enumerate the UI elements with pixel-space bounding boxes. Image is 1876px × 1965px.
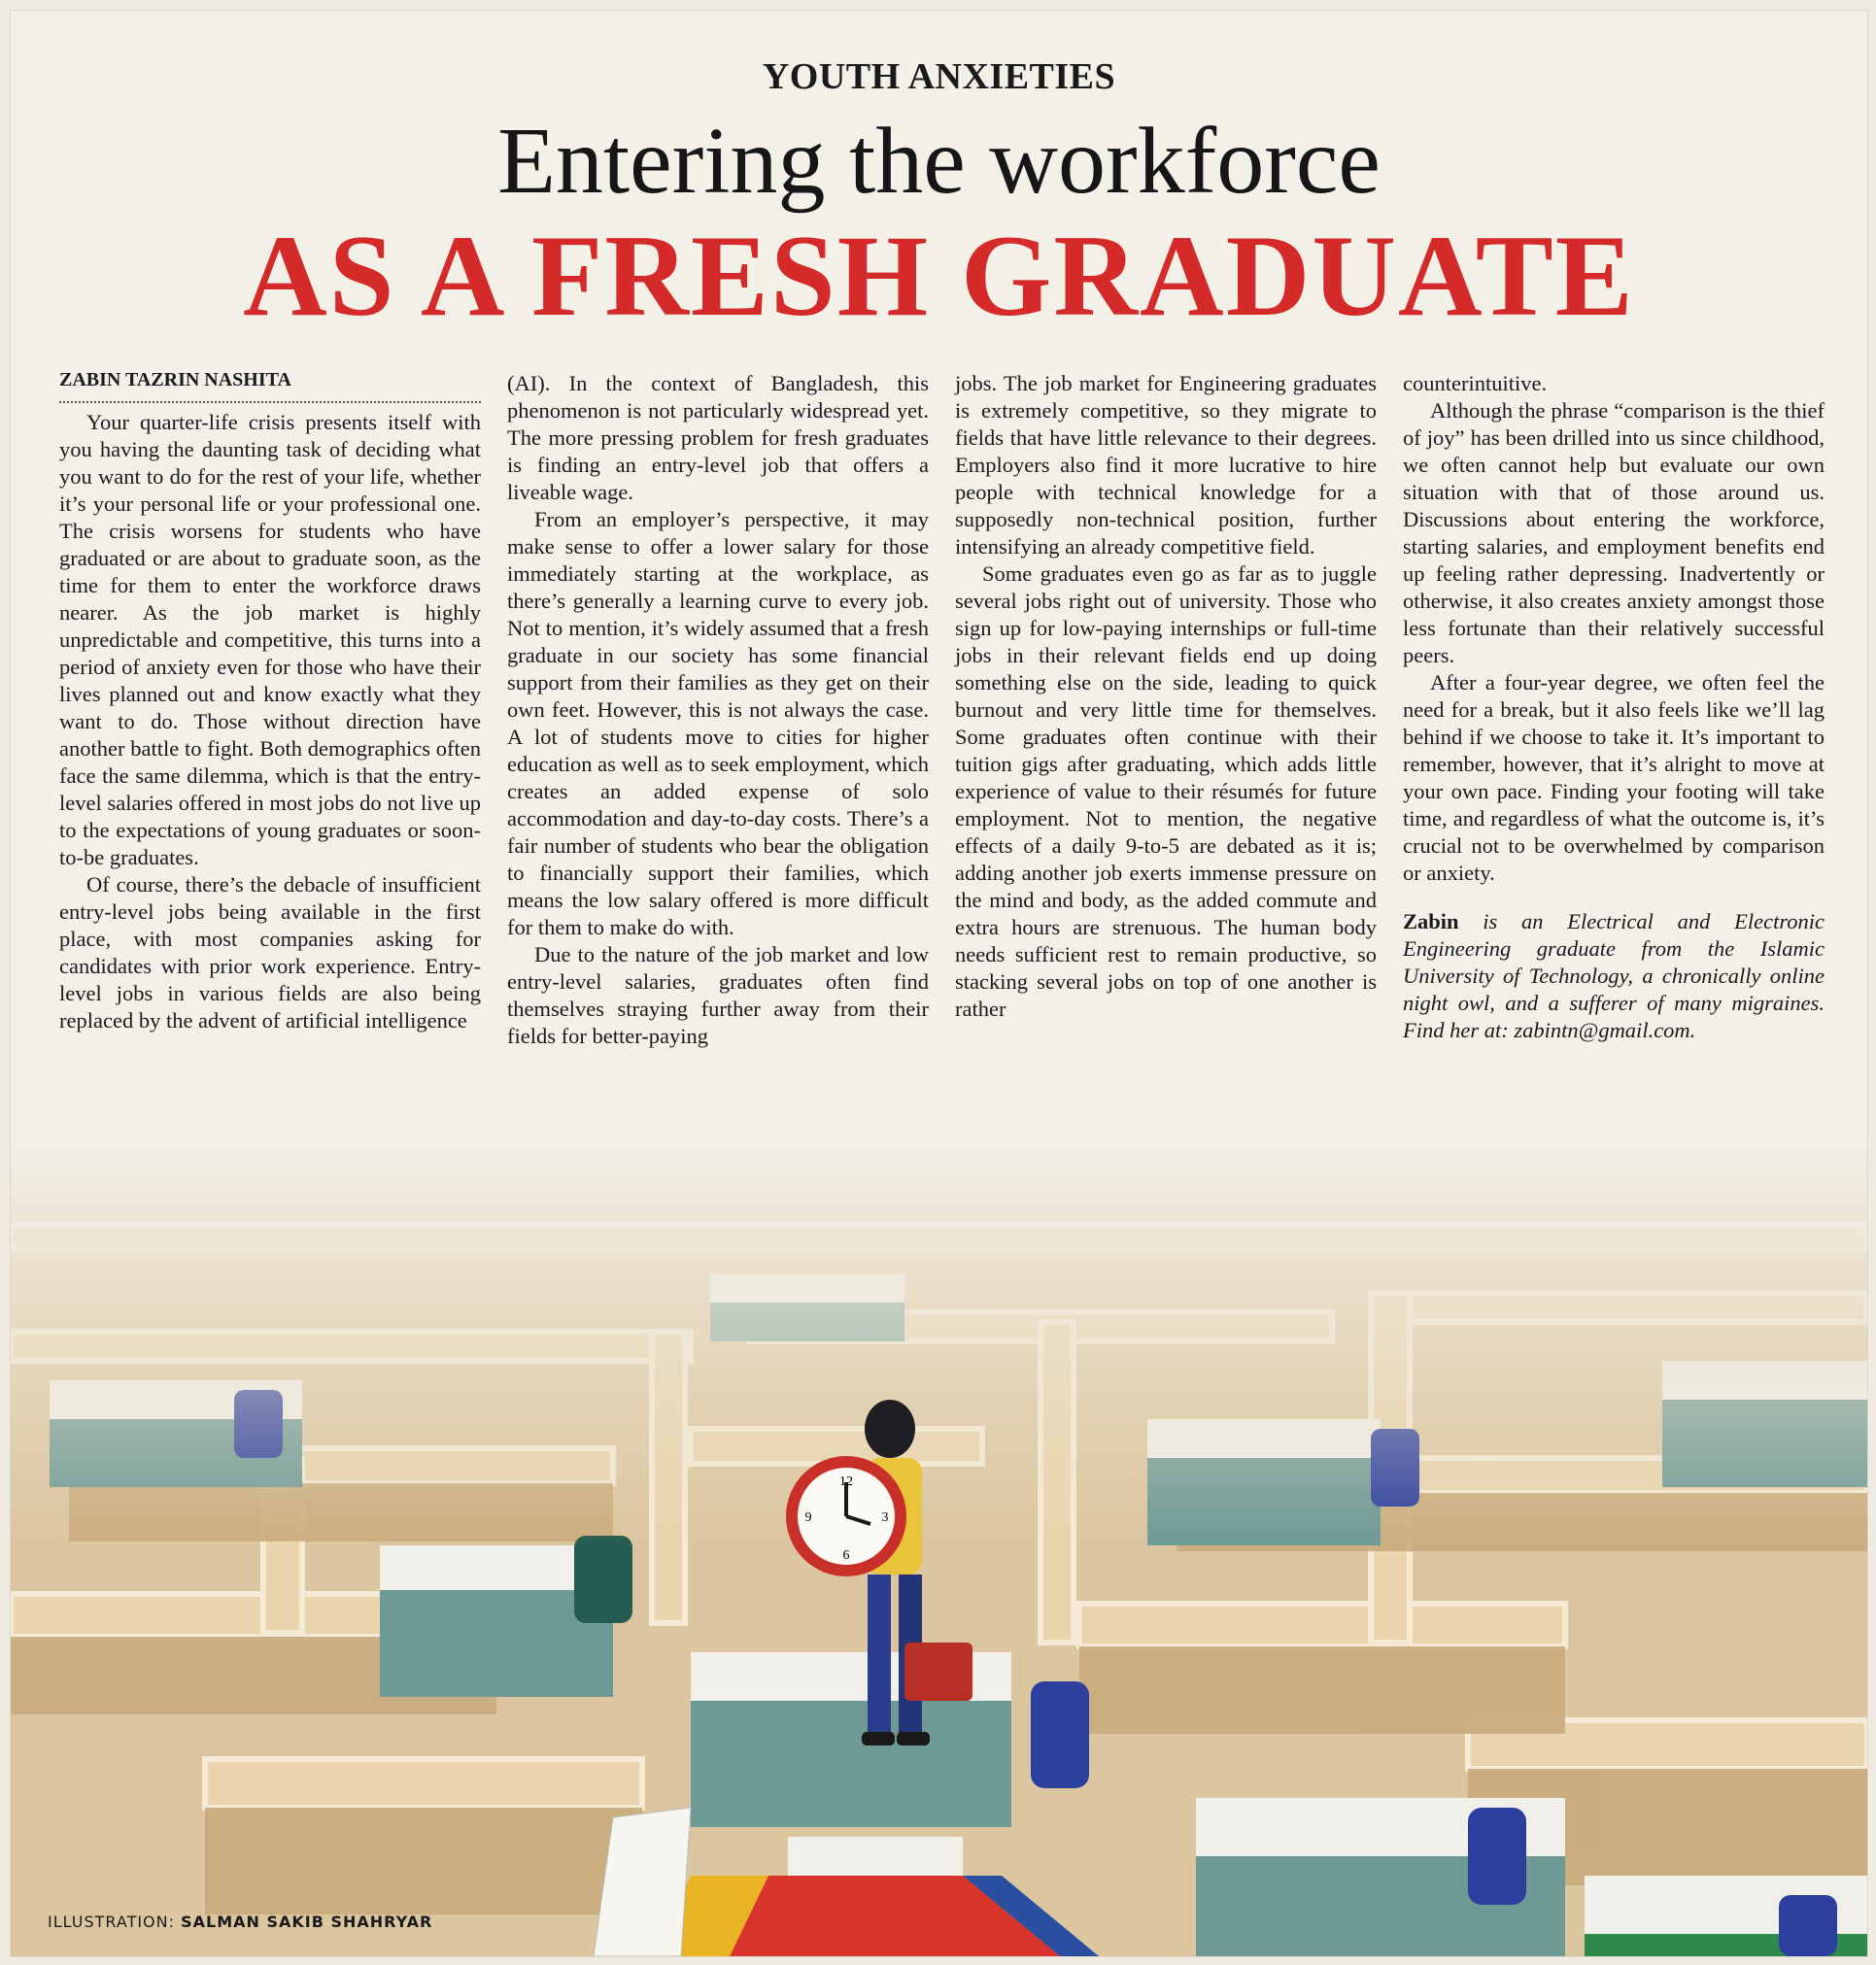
paragraph: jobs. The job market for Engineering graduates is extremely competitive, so they migrate to fields that have little relevance to their degrees. Employers also find it more lucrative to hire people with technical knowledge for a supposedly non-technical position, further intensifying an already competitive field. [955,371,1377,559]
clock-number-3: 3 [881,1510,889,1525]
paragraph: Of course, there’s the debacle of insufficient entry-level jobs being available in the first place, with most companies asking for candidates with prior work experience. Entry-level jobs in various fields are also being replaced by the advent of artificial intelligence [59,872,481,1033]
paragraph: After a four-year degree, we often feel the need for a break, but it also feels like we’ll lag behind if we choose to take it. It’s important to remember, however, that it’s alright to move at your own pace. Finding your footing will take time, and regardless of what the outcome is, it’s crucial not to be overwhelmed by comparison or anxiety. [1403,670,1825,885]
clock-number-6: 6 [842,1548,850,1563]
office-maze-illustration [11,1137,1867,1956]
paragraph: Due to the nature of the job market and low entry-level salaries, graduates often find themselves straying further away from their fields for better-paying [507,942,929,1048]
newspaper-page [10,10,1868,1957]
byline: ZABIN TAZRIN NASHITA [59,369,481,403]
credit-name: SALMAN SAKIB SHAHRYAR [181,1913,433,1931]
article-column-2 [507,370,929,1050]
paragraph: Your quarter-life crisis presents itself with you having the daunting task of deciding what you want to do for the rest of your life, whether it’s your personal life or your professional one. The crisis worsens for students who have graduated or are about to graduate soon, as the time for them to enter the workforce draws nearer. As the job market is highly unpredictable and competitive, this turns into a period of anxiety even for those who have their lives planned out and know exactly what they want to do. Those without direction have another battle to fight. Both demographics often face the same dilemma, which is that the entry-level salaries offered in most jobs do not live up to the expectations of young graduates or soon-to-be graduates. [59,410,481,869]
paragraph: From an employer’s perspective, it may make sense to offer a lower salary for those immediately starting at the workplace, as there’s generally a learning curve to every job. Not to mention, it’s widely assumed that a fresh graduate in our society has some financial support from their families as they get on their own feet. However, this is not always the case. A lot of students move to cities for higher education as well as to seek employment, which creates an added expense of solo accommodation and day-to-day costs. There’s a fair number of students who bear the obligation to financially support their families, which means the low salary offered is more difficult for them to make do with. [507,507,929,939]
section-kicker: YOUTH ANXIETIES [762,56,1116,97]
paragraph: (AI). In the context of Bangladesh, this phenomenon is not particularly widespread yet. The more pressing problem for fresh graduates is finding an entry-level job that offers a liveable wage. [507,371,929,504]
article-column-1 [59,409,481,1034]
paragraph: Although the phrase “comparison is the thief of joy” has been drilled into us since childhood, we often cannot help but evaluate our own situation with that of those around us. Discussions about entering the workforce, starting salaries, and employment benefits end up feeling rather depressing. Inadvertently or otherwise, it also creates anxiety amongst those less fortunate than their relatively successful peers. [1403,398,1825,667]
illustration-credit [48,1913,432,1931]
author-bio-text: is an Electrical and Electronic Engineering graduate from the Islamic University of Technology, a chronically online night owl, and a sufferer of many migraines. Find her at: zabintn@gmail.com. [1403,909,1825,1042]
subheadline: AS A FRESH GRADUATE [243,211,1635,340]
article-column-3 [955,370,1377,1023]
article-column-4 [1403,370,1825,1044]
paragraph: counterintuitive. [1403,371,1548,395]
author-bio [1403,908,1825,1044]
paragraph: Some graduates even go as far as to juggle several jobs right out of university. Those who sign up for low-paying internships or full-time jobs in their relevant fields end up doing something else on the side, leading to quick burnout and very little time for themselves. Some graduates often continue with their tuition gigs after graduating, which adds little experience of value to their résumés for future employment. Not to mention, the negative effects of a daily 9-to-5 are debated as it is; adding another job exerts immense pressure on the mind and body, as the added commute and extra hours are strenuous. The human body needs sufficient rest to remain productive, so stacking several jobs on top of one another is rather [955,561,1377,1021]
clock-number-9: 9 [804,1510,812,1525]
headline: Entering the workforce [497,109,1381,214]
credit-label: ILLUSTRATION: [48,1913,182,1931]
clock-number-12: 12 [839,1474,853,1489]
author-bio-name: Zabin [1403,909,1459,933]
